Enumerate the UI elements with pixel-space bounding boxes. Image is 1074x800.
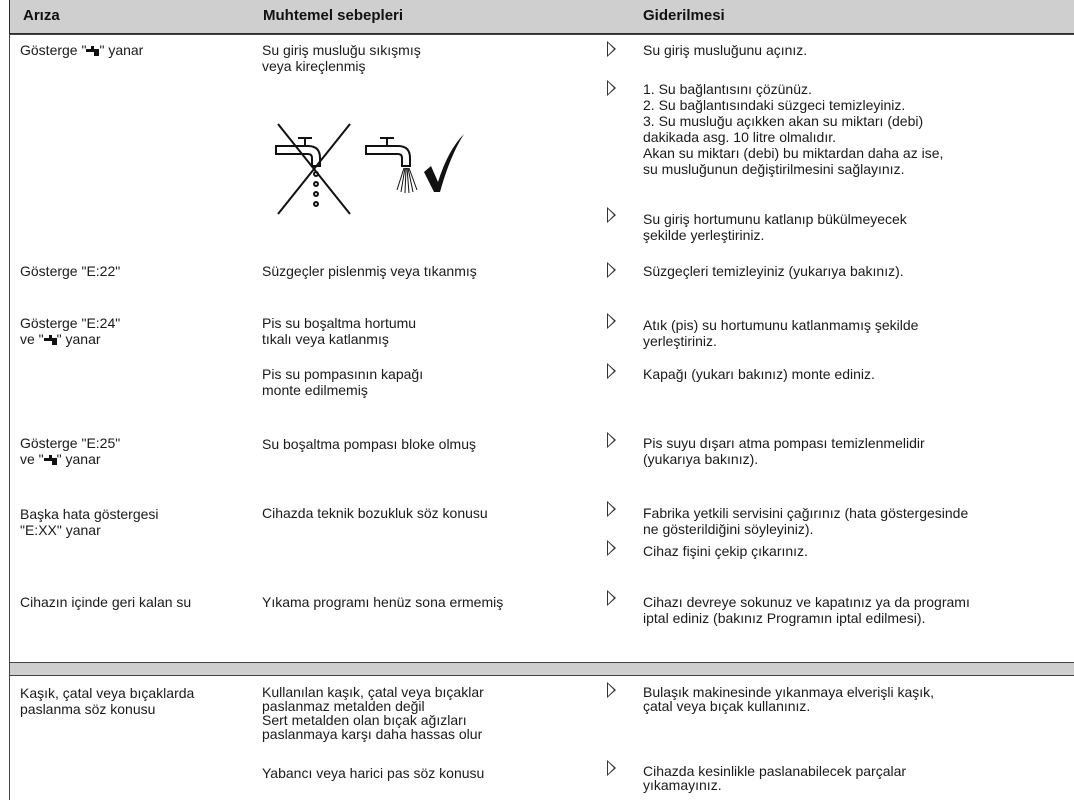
remedy-cancel-program: Cihazı devreye sokunuz ve kapatınız ya da programı iptal ediniz (bakınız Programın iptal edilmesi). — [643, 594, 970, 626]
triangle-arrow-icon — [607, 41, 616, 57]
triangle-arrow-icon — [607, 682, 616, 698]
remedy-clean-pump: Pis suyu dışarı atma pompası temizlenmelidir (yukarıya bakınız). — [643, 435, 925, 467]
triangle-arrow-icon — [607, 760, 616, 776]
triangle-arrow-icon — [607, 80, 616, 96]
cause-technical-fault: Cihazda teknik bozukluk söz konusu — [262, 505, 488, 521]
remedy-mount-cover: Kapağı (yukarı bakınız) monte ediniz. — [643, 366, 875, 382]
cause-pump-blocked: Su boşaltma pompası bloke olmuş — [262, 436, 476, 452]
fault-residual-water: Cihazın içinde geri kalan su — [20, 594, 192, 610]
header-causes: Muhtemel sebepleri — [263, 7, 404, 24]
remedy-open-tap: Su giriş musluğunu açınız. — [643, 42, 808, 58]
cause-program-not-finished: Yıkama programı henüz sona ermemiş — [262, 594, 504, 610]
fault-e24: Gösterge "E:24" ve " " yanar — [20, 315, 121, 347]
cause-pump-cover-missing: Pis su pompasının kapağı monte edilmemiş — [262, 366, 424, 398]
cause-tap-stuck: Su giriş musluğu sıkışmış veya kireçlenmiş — [262, 42, 421, 74]
water-tap-icon — [44, 335, 57, 345]
cause-external-rust: Yabancı veya harici pas söz konusu — [262, 765, 485, 781]
water-tap-icon — [86, 46, 99, 56]
cause-not-stainless: Kullanılan kaşık, çatal veya bıçaklar paslanmaz metalden değil Sert metalden olan bıçak ağızları paslanmaya karşı daha hassas olur — [262, 684, 484, 742]
triangle-arrow-icon — [607, 313, 616, 329]
cause-drain-hose-blocked: Pis su boşaltma hortumu tıkalı veya katlanmış — [262, 315, 417, 347]
triangle-arrow-icon — [607, 590, 616, 606]
section-divider — [9, 663, 1074, 675]
cause-filters-clogged: Süzgeçler pislenmiş veya tıkanmış — [262, 263, 477, 279]
header-fault: Arıza — [23, 7, 60, 24]
remedy-clean-filter: 1. Su bağlantısını çözünüz. 2. Su bağlantısındaki süzgeci temizleyiniz. 3. Su musluğu açıkken akan su miktarı (debi) dakikada asg. 10 litre olmalıdır. Akan su miktarı (debi) bu miktardan daha az ise, su musluğunun değiştirilmesini sağlayınız. — [643, 81, 944, 177]
water-tap-icon — [44, 455, 57, 465]
remedy-suitable-cutlery: Bulaşık makinesinde yıkanmaya elverişli kaşık, çatal veya bıçak kullanınız. — [643, 684, 935, 714]
fault-e25: Gösterge "E:25" ve " " yanar — [20, 435, 121, 467]
triangle-arrow-icon — [607, 501, 616, 517]
remedy-no-rusting-parts: Cihazda kesinlikle paslanabilecek parçalar yıkamayınız. — [643, 763, 907, 793]
remedy-hose-position: Su giriş hortumunu katlanıp bükülmeyecek şekilde yerleştiriniz. — [643, 211, 907, 243]
fault-e22: Gösterge "E:22" — [20, 263, 121, 279]
triangle-arrow-icon — [607, 432, 616, 448]
triangle-arrow-icon — [607, 540, 616, 556]
header-remedy: Giderilmesi — [643, 7, 725, 24]
fault-rust: Kaşık, çatal veya bıçaklarda paslanma söz konusu — [20, 685, 195, 717]
remedy-unplug: Cihaz fişini çekip çıkarınız. — [643, 543, 808, 559]
fault-tap-indicator: Gösterge " " yanar — [20, 42, 144, 58]
triangle-arrow-icon — [607, 262, 616, 278]
remedy-call-service: Fabrika yetkili servisini çağırınız (hata göstergesinde ne gösterildiğini söyleyiniz). — [643, 505, 969, 537]
table-header — [9, 0, 1074, 34]
remedy-drain-hose: Atık (pis) su hortumunu katlanmamış şekilde yerleştiriniz. — [643, 317, 919, 349]
tap-blocked-vs-ok-illustration — [268, 120, 468, 220]
triangle-arrow-icon — [607, 363, 616, 379]
triangle-arrow-icon — [607, 207, 616, 223]
remedy-clean-filters: Süzgeçleri temizleyiniz (yukarıya bakınız). — [643, 263, 904, 279]
fault-exx: Başka hata göstergesi "E:XX" yanar — [20, 506, 159, 538]
